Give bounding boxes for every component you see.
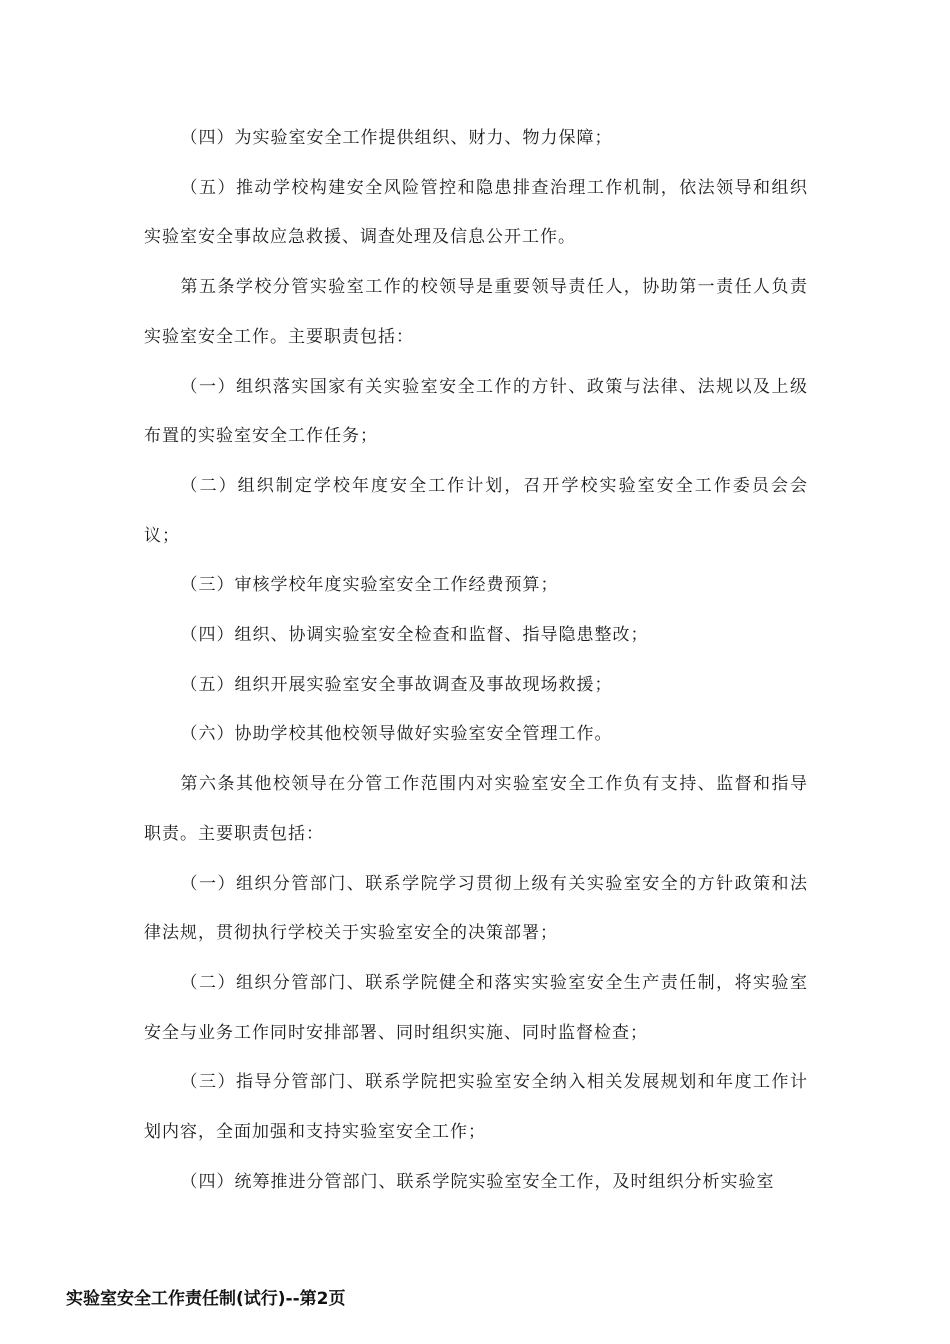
paragraph: （三）审核学校年度实验室安全工作经费预算； xyxy=(180,575,559,596)
paragraph: （四）组织、协调实验室安全检查和监督、指导隐患整改； xyxy=(180,625,649,646)
paragraph: （二）组织分管部门、联系学院健全和落实实验室安全生产责任制，将实验室安全与业务工作同时安排部署、同时组织实施、同时监督检查； xyxy=(144,972,808,1043)
paragraph: （六）协助学校其他校领导做好实验室安全管理工作。 xyxy=(180,724,613,745)
paragraph: （五）组织开展实验室安全事故调查及事故现场救援； xyxy=(180,674,613,695)
document-body xyxy=(144,114,808,1207)
paragraph: （一）组织落实国家有关实验室安全工作的方针、政策与法律、法规以及上级布置的实验室安全工作任务； xyxy=(144,376,808,447)
paragraph: （四）统筹推进分管部门、联系学院实验室安全工作，及时组织分析实验室 xyxy=(180,1171,775,1192)
paragraph: （二）组织制定学校年度安全工作计划，召开学校实验室安全工作委员会会议； xyxy=(144,475,808,546)
page-footer: 实验室安全工作责任制(试行)--第2页 xyxy=(66,1289,346,1309)
paragraph: 第六条其他校领导在分管工作范围内对实验室安全工作负有支持、监督和指导职责。主要职责包括： xyxy=(144,774,808,844)
paragraph: 第五条学校分管实验室工作的校领导是重要领导责任人，协助第一责任人负责实验室安全工作。主要职责包括： xyxy=(144,277,808,347)
paragraph: （四）为实验室安全工作提供组织、财力、物力保障； xyxy=(180,128,613,148)
paragraph: （一）组织分管部门、联系学院学习贯彻上级有关实验室安全的方针政策和法律法规，贯彻执行学校关于实验室安全的决策部署； xyxy=(144,873,808,944)
paragraph: （五）推动学校构建安全风险管控和隐患排查治理工作机制，依法领导和组织实验室安全事故应急救援、调查处理及信息公开工作。 xyxy=(144,177,808,248)
paragraph: （三）指导分管部门、联系学院把实验室安全纳入相关发展规划和年度工作计划内容，全面加强和支持实验室安全工作； xyxy=(144,1072,808,1143)
